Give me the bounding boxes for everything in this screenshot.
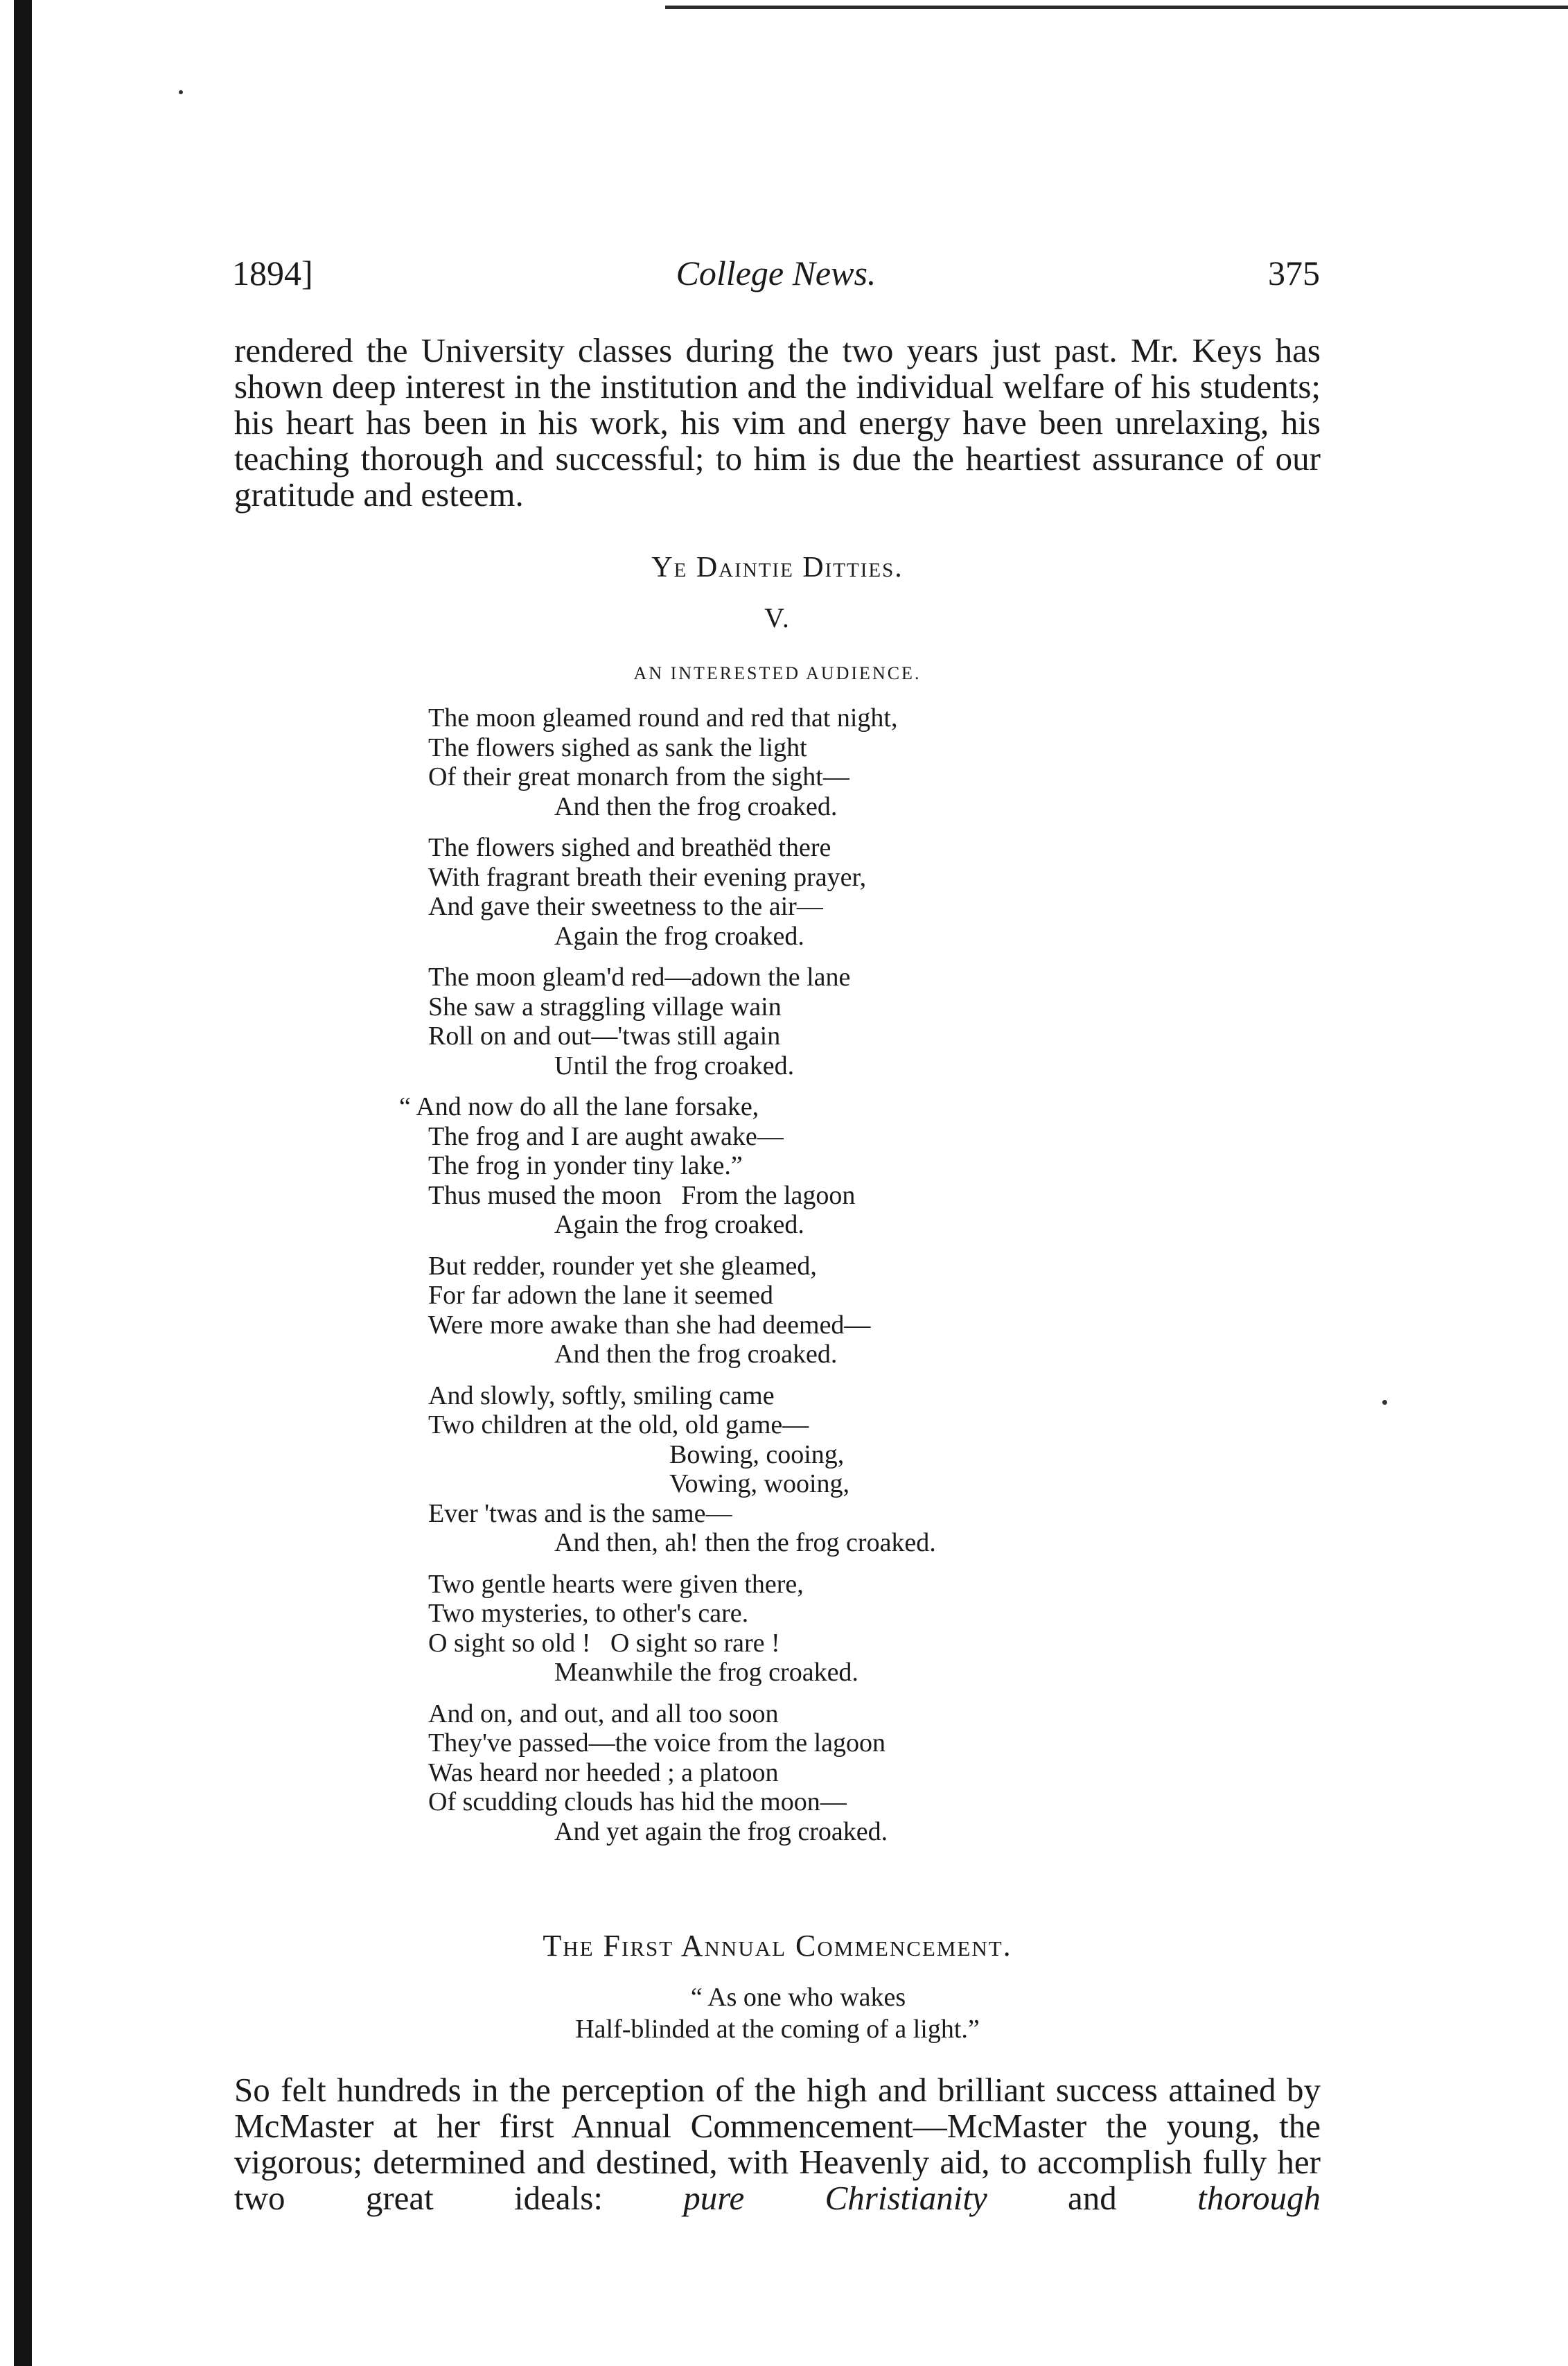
poem-refrain: And then the frog croaked.	[554, 791, 838, 821]
scan-speck	[1382, 1400, 1387, 1405]
poem-line: Two mysteries, to other's care.	[428, 1599, 749, 1628]
article-emphasis: pure Christianity	[683, 2179, 987, 2217]
intro-paragraph-block	[234, 333, 1321, 513]
running-header	[232, 253, 1320, 301]
poem-line: Were more awake than she had deemed—	[428, 1310, 871, 1340]
poem-line: Thus mused the moon From the lagoon	[428, 1180, 856, 1210]
page-number: 375	[1268, 254, 1320, 292]
poem-line: The flowers sighed and breathëd there	[428, 833, 831, 862]
intro-paragraph: rendered the University classes during the two years just past. Mr. Keys has shown deep interest in the institution and the individual welfare of his students; his heart has been in his work, his vim and energy have been unrelaxing, his teaching thorough and successful; to him is due the heartiest assurance of our gratitude and esteem.	[234, 331, 1321, 514]
stanza	[428, 1252, 1260, 1369]
poem-line: Vowing, wooing,	[669, 1469, 850, 1498]
poem-line: The frog and I are aught awake—	[428, 1121, 784, 1151]
poem-line: She saw a straggling village wain	[428, 992, 782, 1022]
poem-line: Roll on and out—'twas still again	[428, 1022, 781, 1051]
poem-line: And slowly, softly, smiling came	[428, 1381, 775, 1410]
poem-line: Ever 'twas and is the same—	[428, 1498, 732, 1528]
poem-refrain: Again the frog croaked.	[554, 1210, 804, 1239]
page-top-rule	[665, 6, 1568, 9]
stanza	[399, 1092, 1260, 1240]
stanza	[428, 1570, 1260, 1688]
poem-line: The moon gleam'd red—adown the lane	[428, 963, 851, 992]
poem-line: Of their great monarch from the sight—	[428, 762, 849, 791]
poem-line: Two children at the old, old game—	[428, 1410, 809, 1439]
page-edge-shadow	[14, 0, 32, 2366]
poem-refrain: And yet again the frog croaked.	[554, 1816, 888, 1846]
poem-refrain: Meanwhile the frog croaked.	[554, 1658, 858, 1687]
poem-line: And on, and out, and all too soon	[428, 1699, 779, 1728]
poem-line: The moon gleamed round and red that night,	[428, 703, 898, 733]
epigraph-line: Half-blinded at the coming of a light.”	[575, 2015, 980, 2044]
header-year: 1894]	[232, 254, 313, 292]
epigraph-line: “ As one who wakes	[690, 1983, 906, 2012]
stanza	[428, 703, 1260, 821]
stanza	[428, 963, 1260, 1080]
header-title: College News.	[676, 254, 877, 292]
article-text: and	[987, 2179, 1198, 2217]
poem-subtitle: AN INTERESTED AUDIENCE.	[633, 663, 922, 683]
article-title: The First Annual Commencement.	[543, 1929, 1012, 1963]
poem-line: Bowing, cooing,	[669, 1439, 845, 1469]
poem-number: V.	[764, 602, 791, 633]
stanza	[428, 1381, 1260, 1558]
poem-line: The frog in yonder tiny lake.”	[428, 1151, 743, 1180]
poem-refrain: Again the frog croaked.	[554, 921, 804, 951]
article-emphasis: thorough	[1197, 2179, 1321, 2217]
poem-line: For far adown the lane it seemed	[428, 1281, 774, 1310]
poem-refrain: And then the frog croaked.	[554, 1340, 838, 1369]
poem-line: O sight so old ! O sight so rare !	[428, 1628, 780, 1658]
article-paragraph	[234, 2072, 1321, 2216]
poem-title: Ye Daintie Ditties.	[651, 552, 904, 584]
poem-line: Two gentle hearts were given there,	[428, 1569, 804, 1599]
poem-refrain: Until the frog croaked.	[554, 1051, 795, 1080]
poem-line: With fragrant breath their evening prayer,	[428, 862, 867, 892]
poem-line: “ And now do all the lane forsake,	[399, 1092, 759, 1121]
poem-body	[399, 703, 1260, 1858]
poem-line: And gave their sweetness to the air—	[428, 892, 823, 921]
poem-line: Of scudding clouds has hid the moon—	[428, 1787, 847, 1816]
stanza	[428, 833, 1260, 951]
poem-refrain: And then, ah! then the frog croaked.	[554, 1528, 936, 1557]
article-body	[234, 2072, 1321, 2216]
poem-line: But redder, rounder yet she gleamed,	[428, 1251, 817, 1281]
scan-speck	[179, 90, 183, 94]
poem-line: The flowers sighed as sank the light	[428, 733, 807, 762]
article-text: So felt hundreds in the perception of the high and brilliant success attained by McMaster at her first Annual Commencement—McMaster the young, the vigorous; determined and destined, with Heavenly aid, to accomplish fully her two great ideals:	[234, 2071, 1321, 2217]
poem-line: Was heard nor heeded ; a platoon	[428, 1758, 779, 1787]
poem-line: They've passed—the voice from the lagoon	[428, 1728, 886, 1758]
stanza	[428, 1699, 1260, 1847]
